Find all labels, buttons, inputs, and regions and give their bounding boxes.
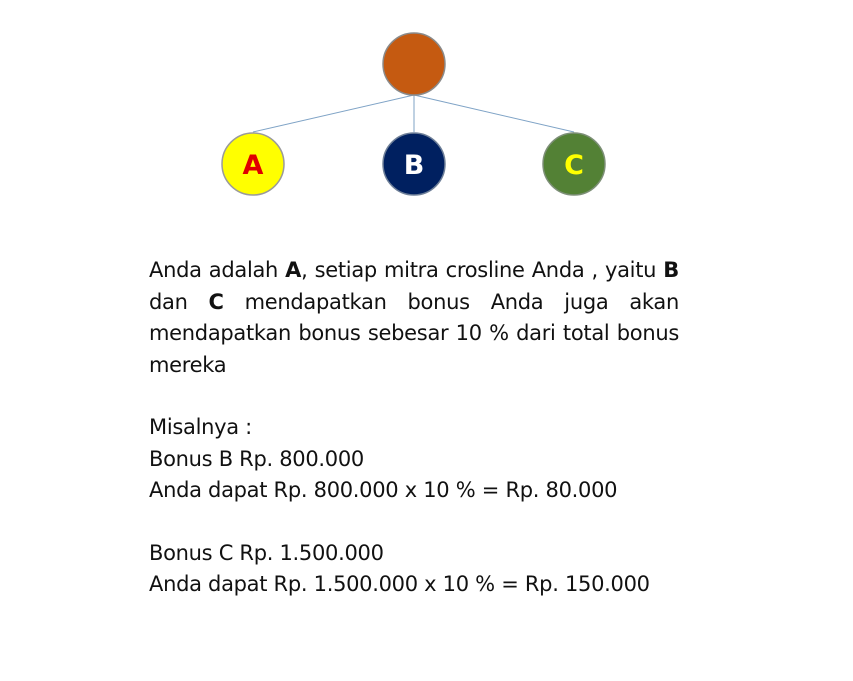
intro-bold-a: A: [285, 258, 302, 282]
node-a-label: A: [242, 150, 264, 181]
bonus-c-line: Bonus C Rp. 1.500.000: [149, 540, 384, 565]
calc-b-line: Anda dapat Rp. 800.000 x 10 % = Rp. 80.000: [149, 478, 618, 502]
intro-bold-c: C: [208, 289, 224, 314]
explanation-text: [149, 255, 679, 601]
spacer: [149, 381, 679, 412]
intro-s4: mendapatkan bonus Anda juga akan mendapatkan bonus sebesar 10 % dari total bonus mereka: [149, 289, 680, 377]
intro-s2: , setiap mitra crosline Anda , yaitu: [301, 258, 664, 282]
tree-diagram: [0, 0, 853, 230]
intro-bold-b: B: [663, 258, 679, 282]
node-c-label: C: [564, 150, 584, 181]
bonus-b-line: Bonus B Rp. 800.000: [149, 446, 364, 471]
node-b-label: B: [403, 150, 425, 181]
intro-paragraph: [149, 255, 679, 381]
example-heading: Misalnya :: [149, 415, 252, 439]
edge-root-c: [414, 95, 574, 132]
edge-root-a: [253, 95, 414, 132]
intro-s3: dan: [149, 289, 209, 314]
root-node: [383, 33, 445, 95]
spacer: [149, 507, 679, 538]
calc-c-line: Anda dapat Rp. 1.500.000 x 10 % = Rp. 150.000: [149, 572, 650, 596]
intro-s1: Anda adalah: [149, 258, 286, 282]
